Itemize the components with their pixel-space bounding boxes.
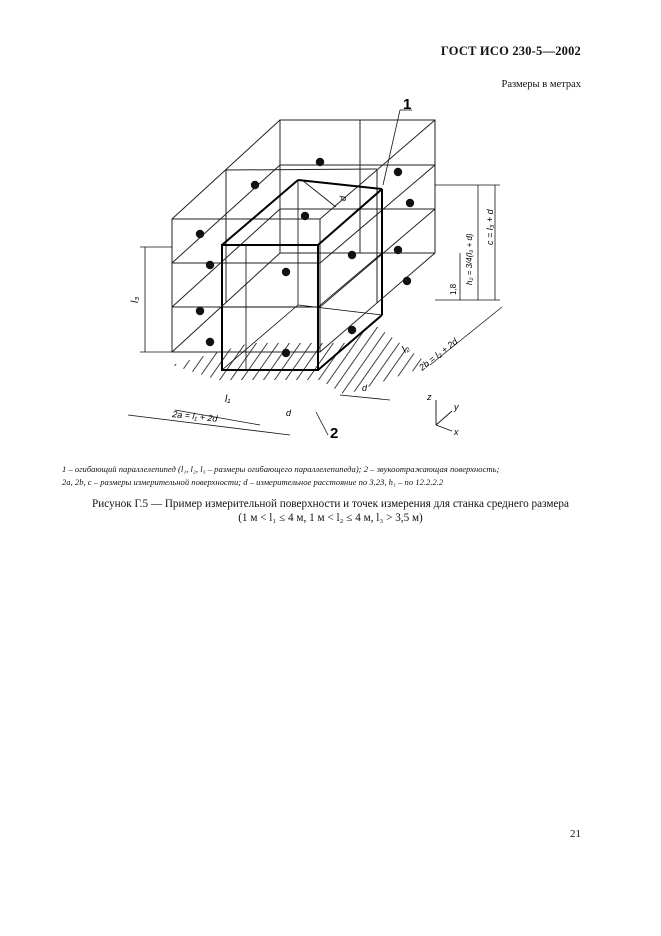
measurement-surface-figure	[100, 95, 580, 445]
units-note: Размеры в метрах	[501, 79, 581, 90]
legend-line-1: 1 – огибающий параллелепипед (l₁, l₂, l₃ – размеры огибающего параллелепипеда); 2 – звукоотражающая поверхность;	[62, 464, 500, 474]
dim-h2-label: h₂ = 3/4(l₃ + d)	[465, 233, 474, 285]
d-side-label: d	[362, 383, 368, 393]
standard-header: ГОСТ ИСО 230-5—2002	[440, 44, 581, 58]
dim-c-label: c = l₃ + d	[485, 209, 495, 245]
callout-1: 1	[403, 96, 412, 113]
figure-legend	[62, 463, 602, 489]
page-number: 21	[570, 828, 581, 840]
d-top-label: d	[338, 195, 348, 201]
legend-line-2: 2a, 2b, c – размеры измерительной поверхности; d – измерительное расстояние по 3.23, h₁ – по 12.2.2.2	[62, 476, 444, 487]
axis-x-label: x	[454, 427, 459, 437]
floor-hatch	[172, 325, 430, 395]
l2-label: l₂	[400, 342, 412, 356]
caption-line-1: Рисунок Г.5 — Пример измерительной поверхности и точек измерения для станка среднего размера	[92, 498, 569, 510]
figure-caption	[40, 497, 621, 525]
caption-line-2: (1 м < l₁ ≤ 4 м, 1 м < l₂ ≤ 4 м, l₃ > 3,5 м)	[238, 512, 423, 524]
axis-y-label: y	[454, 402, 459, 412]
measurement-box	[172, 120, 435, 352]
l3-label: l₃	[130, 296, 141, 303]
callout-2: 2	[330, 425, 339, 442]
dim-h1-label: 1,8	[449, 283, 458, 295]
axes-icon	[436, 400, 452, 431]
dim-2b-label: 2b = l₂ + 2d	[417, 336, 460, 373]
l1-label: l₁	[225, 394, 231, 405]
dimension-lines	[128, 110, 502, 435]
axis-z-label: z	[427, 392, 432, 402]
dim-2a-label: 2a = l₁ + 2d	[171, 409, 218, 424]
d-bottom-label: d	[286, 408, 292, 418]
